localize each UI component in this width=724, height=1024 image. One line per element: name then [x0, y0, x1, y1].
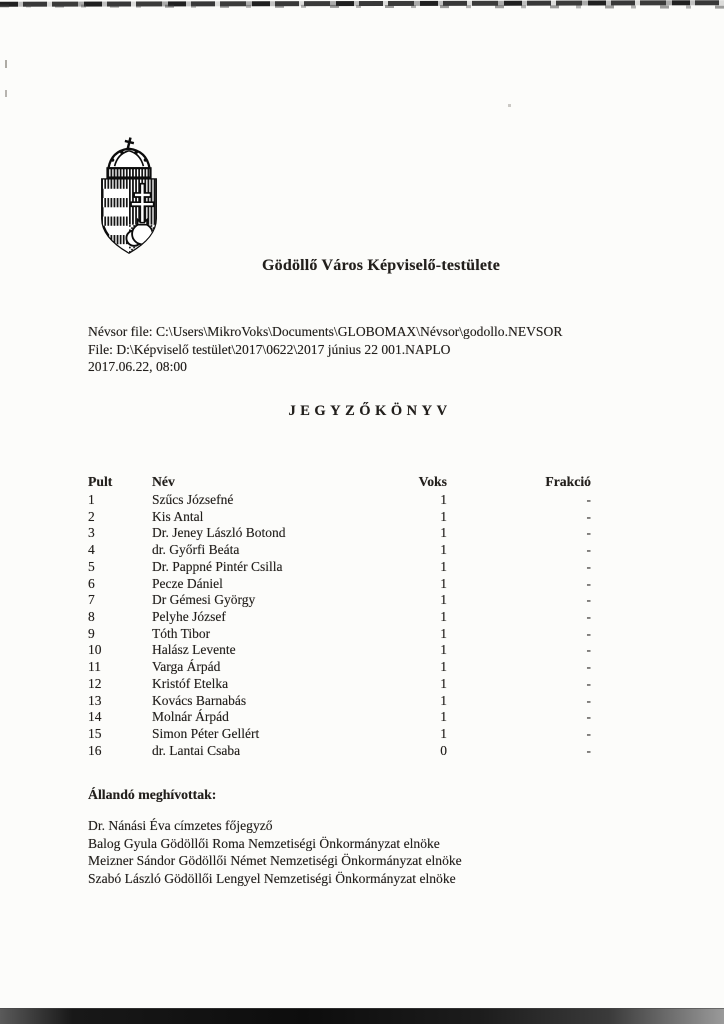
- invitees-list: [88, 817, 462, 887]
- voks-cell: 1: [440, 709, 447, 725]
- voks-cell: 1: [440, 592, 447, 608]
- nev-cell: Dr Gémesi György: [152, 592, 256, 608]
- nev-cell: Pecze Dániel: [152, 575, 223, 591]
- invitee-line: Balog Gyula Gödöllői Roma Nemzetiségi Önkormányzat elnöke: [88, 835, 440, 851]
- col-header-voks: Voks: [418, 474, 447, 489]
- table-row: [88, 693, 592, 710]
- table-row: [88, 743, 592, 760]
- pult-cell: 4: [88, 542, 95, 558]
- voks-cell: 1: [440, 609, 447, 625]
- nev-cell: Varga Árpád: [152, 659, 221, 675]
- voks-cell: 1: [440, 508, 447, 524]
- pult-cell: 3: [88, 525, 95, 541]
- datetime-line: 2017.06.22, 08:00: [88, 359, 187, 375]
- table-row: [88, 626, 592, 643]
- nev-cell: Simon Péter Gellért: [152, 726, 260, 742]
- pult-cell: 2: [88, 508, 95, 524]
- naplo-file-line: File: D:\Képviselő testület\2017\0622\2017 június 22 001.NAPLO: [88, 341, 451, 357]
- org-title: Gödöllő Város Képviselő-testülete: [262, 257, 500, 274]
- pult-cell: 9: [88, 625, 95, 641]
- table-row: [88, 492, 592, 509]
- nev-cell: Szűcs Józsefné: [152, 492, 234, 507]
- table-row: [88, 542, 592, 559]
- pult-cell: 15: [88, 726, 102, 742]
- frakcio-cell: -: [586, 508, 591, 524]
- frakcio-cell: -: [586, 558, 591, 574]
- table-row: [88, 659, 592, 676]
- col-header-frakcio: Frakció: [545, 474, 591, 489]
- voks-cell: 1: [440, 492, 447, 507]
- frakcio-cell: -: [586, 675, 591, 691]
- pult-cell: 14: [88, 709, 102, 725]
- nev-cell: Molnár Árpád: [152, 709, 229, 725]
- table-row: [88, 576, 592, 593]
- table-header-row: [88, 473, 592, 491]
- nev-cell: Halász Levente: [152, 642, 236, 658]
- nev-cell: Kristóf Etelka: [152, 675, 229, 691]
- table-body: [88, 492, 592, 760]
- pult-cell: 5: [88, 558, 95, 574]
- frakcio-cell: -: [586, 659, 591, 675]
- table-row: [88, 559, 592, 576]
- voks-cell: 1: [440, 692, 447, 708]
- voks-cell: 1: [440, 625, 447, 641]
- voks-cell: 0: [440, 742, 447, 758]
- file-info-block: [88, 323, 562, 376]
- table-row: [88, 592, 592, 609]
- pult-cell: 7: [88, 592, 95, 608]
- nev-cell: Kovács Barnabás: [152, 692, 247, 708]
- voks-cell: 1: [440, 659, 447, 675]
- table-row: [88, 676, 592, 693]
- col-header-pult: Pult: [88, 474, 113, 489]
- voks-cell: 1: [440, 558, 447, 574]
- frakcio-cell: -: [586, 525, 591, 541]
- table-row: [88, 642, 592, 659]
- scan-speck: [5, 60, 7, 68]
- pult-cell: 13: [88, 692, 102, 708]
- frakcio-cell: -: [586, 542, 591, 558]
- frakcio-cell: -: [586, 742, 591, 758]
- table-row: [88, 525, 592, 542]
- pult-cell: 11: [88, 659, 101, 675]
- pult-cell: 16: [88, 742, 102, 758]
- scan-edge-artifact-top-secondary: [0, 4, 724, 8]
- frakcio-cell: -: [586, 625, 591, 641]
- attendance-table: [88, 473, 592, 760]
- voks-cell: 1: [440, 675, 447, 691]
- pult-cell: 6: [88, 575, 95, 591]
- table-row: [88, 509, 592, 526]
- nev-cell: Kis Antal: [152, 508, 204, 524]
- col-header-nev: Név: [152, 474, 175, 489]
- document-heading: JEGYZŐKÖNYV: [288, 403, 452, 419]
- nev-cell: dr. Lantai Csaba: [152, 742, 241, 758]
- scan-edge-artifact-bottom: [0, 1008, 724, 1024]
- nev-cell: Dr. Pappné Pintér Csilla: [152, 558, 283, 574]
- voks-cell: 1: [440, 575, 447, 591]
- hungary-coat-of-arms-icon: [92, 136, 166, 258]
- frakcio-cell: -: [586, 575, 591, 591]
- frakcio-cell: -: [586, 592, 591, 608]
- frakcio-cell: -: [586, 609, 591, 625]
- nev-cell: Pelyhe József: [152, 609, 226, 625]
- voks-cell: 1: [440, 542, 447, 558]
- table-row: [88, 726, 592, 743]
- frakcio-cell: -: [586, 709, 591, 725]
- voks-cell: 1: [440, 525, 447, 541]
- scan-speck: [5, 90, 7, 97]
- invitee-line: Dr. Nánási Éva címzetes főjegyző: [88, 818, 273, 833]
- frakcio-cell: -: [586, 642, 591, 658]
- pult-cell: 1: [88, 492, 95, 507]
- nevsor-file-line: Névsor file: C:\Users\MikroVoks\Documents\GLOBOMAX\Névsor\godollo.NEVSOR: [88, 324, 563, 339]
- pult-cell: 8: [88, 609, 95, 625]
- voks-cell: 1: [440, 642, 447, 658]
- voks-cell: 1: [440, 726, 447, 742]
- invitee-line: Meizner Sándor Gödöllői Német Nemzetiségi Önkormányzat elnöke: [88, 853, 462, 869]
- table-row: [88, 609, 592, 626]
- pult-cell: 10: [88, 642, 102, 658]
- nev-cell: dr. Győrfi Beáta: [152, 542, 240, 558]
- nev-cell: Tóth Tibor: [152, 625, 211, 641]
- scan-speck: [508, 104, 511, 107]
- pult-cell: 12: [88, 675, 102, 691]
- nev-cell: Dr. Jeney László Botond: [152, 525, 286, 541]
- table-row: [88, 709, 592, 726]
- frakcio-cell: -: [586, 692, 591, 708]
- invitees-title: Állandó meghívottak:: [88, 787, 217, 802]
- frakcio-cell: -: [586, 726, 591, 742]
- invitee-line: Szabó László Gödöllői Lengyel Nemzetiségi Önkormányzat elnöke: [88, 870, 456, 886]
- frakcio-cell: -: [586, 492, 591, 507]
